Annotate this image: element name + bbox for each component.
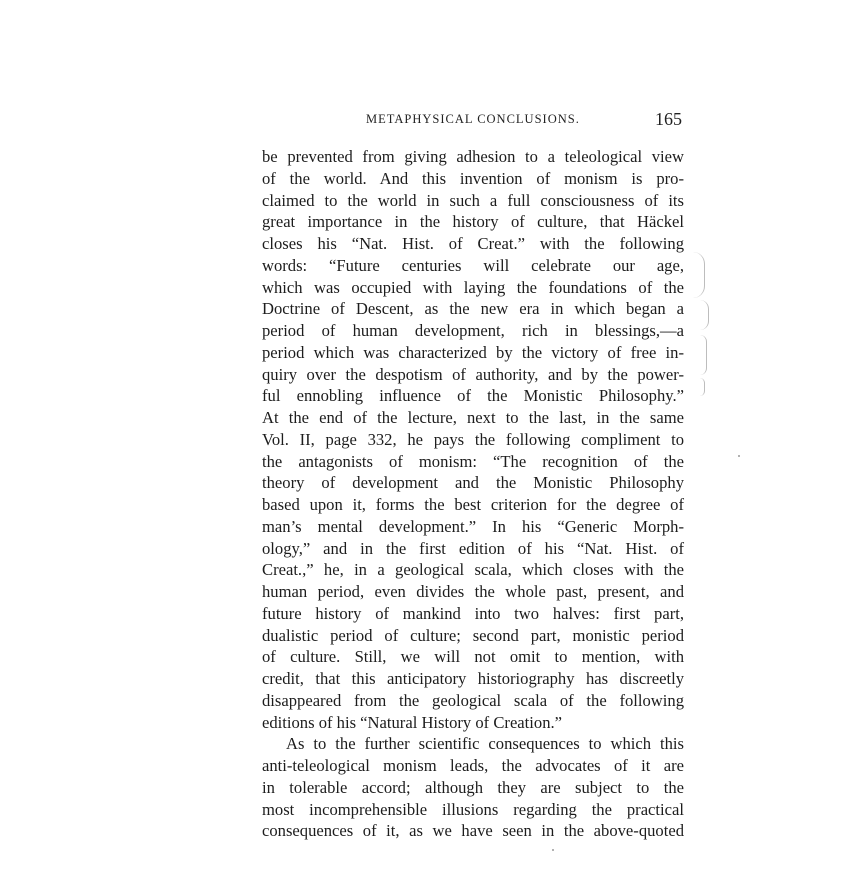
text-line: Doctrine of Descent, as the new era in which began a xyxy=(262,299,684,319)
text-line: period of human development, rich in blessings,—a xyxy=(262,321,684,340)
text-line: Vol. II, page 332, he pays the following compliment to xyxy=(262,429,684,449)
page-number: 165 xyxy=(655,109,682,129)
text-line: which was occupied with laying the foundations of the xyxy=(262,277,684,297)
text-line: credit, that this anticipatory historiography has discreetly xyxy=(262,669,684,688)
text-line: editions of his “Natural History of Creation.” xyxy=(262,712,563,732)
text-line: of the world. And this invention of monism is pro- xyxy=(262,168,684,188)
scan-speck xyxy=(552,849,554,851)
text-line: of culture. Still, we will not omit to mention, with xyxy=(262,647,684,667)
text-line: closes his “Nat. Hist. of Creat.” with the following xyxy=(262,234,684,253)
margin-bracket-mark xyxy=(690,252,705,298)
text-line: Creat.,” he, in a geological scala, which closes with the xyxy=(262,560,684,580)
text-line: claimed to the world in such a full consciousness of its xyxy=(262,190,684,210)
scan-speck xyxy=(738,455,740,457)
text-line: words: “Future centuries will celebrate our age, xyxy=(262,255,684,275)
text-line: in tolerable accord; although they are subject to the xyxy=(262,777,684,797)
text-line: human period, even divides the whole past, present, and xyxy=(262,582,684,601)
text-line: dualistic period of culture; second part, monistic period xyxy=(262,625,684,645)
paragraph-2 xyxy=(262,733,684,842)
text-line: be prevented from giving adhesion to a teleological view xyxy=(262,147,684,166)
text-line: most incomprehensible illusions regarding the practical xyxy=(262,799,684,819)
paragraph-1 xyxy=(262,146,684,733)
text-line: theory of development and the Monistic Philosophy xyxy=(262,473,684,493)
text-line: ology,” and in the first edition of his “Nat. Hist. of xyxy=(262,538,684,558)
margin-bracket-mark xyxy=(700,378,705,396)
running-head-title: METAPHYSICAL CONCLUSIONS. xyxy=(366,112,580,126)
text-line: man’s mental development.” In his “Generic Morph- xyxy=(262,516,684,536)
text-line: quiry over the despotism of authority, and by the power- xyxy=(262,364,684,384)
text-line: ful ennobling influence of the Monistic Philosophy.” xyxy=(262,386,684,406)
text-line: consequences of it, as we have seen in the above-quoted xyxy=(262,821,684,841)
margin-bracket-mark xyxy=(700,335,707,375)
body-text xyxy=(262,146,684,842)
text-line: future history of mankind into two halves: first part, xyxy=(262,603,684,623)
text-line: disappeared from the geological scala of the following xyxy=(262,690,684,710)
text-line: At the end of the lecture, next to the last, in the same xyxy=(262,408,684,427)
text-line: the antagonists of monism: “The recognition of the xyxy=(262,451,684,471)
text-line: As to the further scientific consequences to which this xyxy=(286,734,684,754)
text-line: anti-teleological monism leads, the advocates of it are xyxy=(262,756,684,775)
margin-bracket-mark xyxy=(700,300,709,330)
text-line: great importance in the history of culture, that Häckel xyxy=(262,212,684,232)
running-head xyxy=(262,109,684,134)
text-line: period which was characterized by the victory of free in- xyxy=(262,342,684,362)
text-line: based upon it, forms the best criterion for the degree of xyxy=(262,495,684,514)
